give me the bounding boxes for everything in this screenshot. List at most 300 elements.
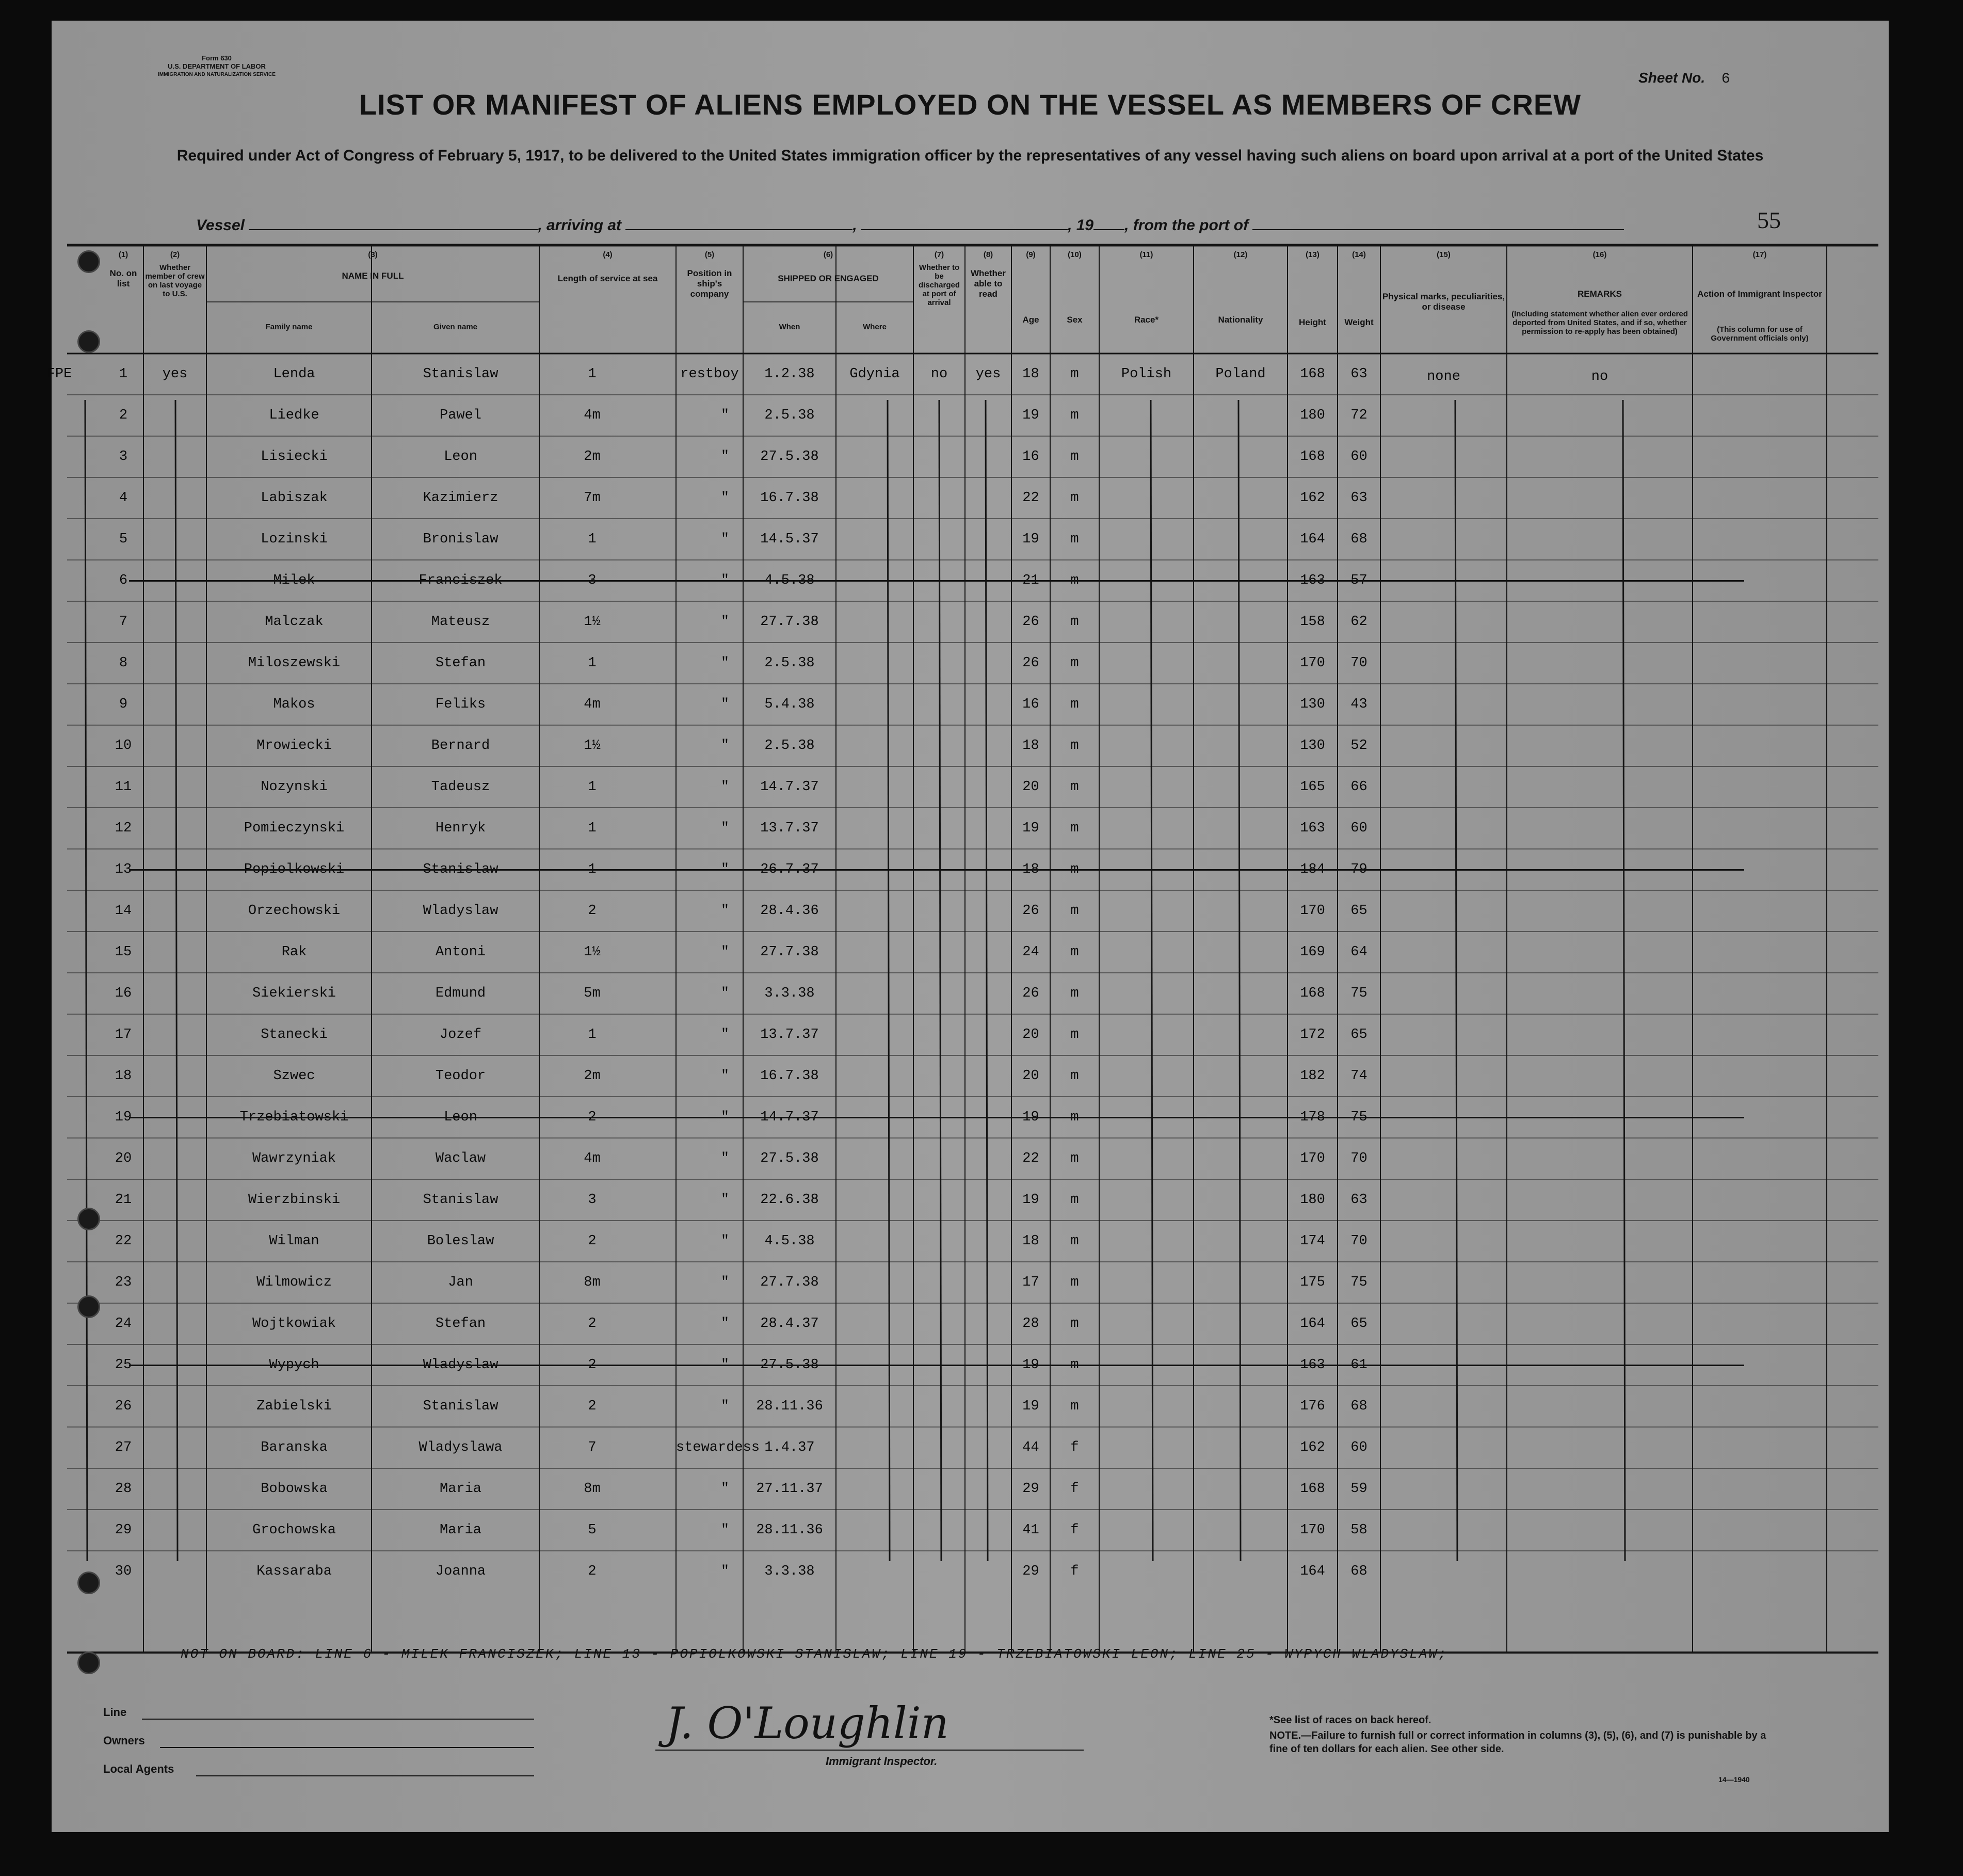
row-number: 3 xyxy=(119,449,128,464)
given-name: Stefan xyxy=(435,655,486,671)
column-header-c3b: Given name xyxy=(433,323,478,331)
given-name: Maria xyxy=(439,1522,481,1538)
position-ditto: " xyxy=(720,1564,730,1579)
column-header-c5: Position in ship's company xyxy=(687,268,732,299)
service-length: 7 xyxy=(588,1440,597,1455)
given-name: Wladyslaw xyxy=(423,903,498,919)
weight: 60 xyxy=(1350,1440,1367,1455)
height: 162 xyxy=(1300,1440,1325,1455)
age: 41 xyxy=(1022,1522,1039,1538)
footer-owners-label: Owners xyxy=(103,1734,145,1747)
given-name: Joanna xyxy=(435,1564,486,1579)
family-name: Wilman xyxy=(269,1233,319,1249)
row-number: 30 xyxy=(115,1564,132,1579)
family-name: Popiolkowski xyxy=(244,862,345,877)
shipped-date: 28.11.36 xyxy=(756,1522,823,1538)
family-name: Miloszewski xyxy=(248,655,341,671)
page-title: LIST OR MANIFEST OF ALIENS EMPLOYED ON THE VESSEL AS MEMBERS OF CREW xyxy=(359,88,1582,121)
weight: 75 xyxy=(1350,986,1367,1001)
service-length: 4m xyxy=(584,1151,601,1166)
given-name: Wladyslawa xyxy=(419,1440,503,1455)
position-ditto: " xyxy=(720,573,730,588)
sex: m xyxy=(1070,1027,1079,1043)
column-header-c11_num: (11) xyxy=(1139,250,1153,259)
service-length: 5 xyxy=(588,1522,597,1538)
weight: 60 xyxy=(1350,821,1367,836)
family-name: Milek xyxy=(273,573,315,588)
sex: m xyxy=(1070,821,1079,836)
shipped-date: 13.7.37 xyxy=(760,821,819,836)
service-name: IMMIGRATION AND NATURALIZATION SERVICE xyxy=(158,72,276,77)
family-name: Zabielski xyxy=(256,1399,332,1414)
age: 28 xyxy=(1022,1316,1039,1332)
arriving-label: arriving at xyxy=(546,217,622,234)
shipped-date: 13.7.37 xyxy=(760,1027,819,1043)
age: 21 xyxy=(1022,573,1039,588)
service-length: 2 xyxy=(588,1399,597,1414)
height: 170 xyxy=(1300,903,1325,919)
races-note: *See list of races on back hereof. xyxy=(1269,1714,1431,1726)
age: 24 xyxy=(1022,944,1039,960)
shipped-date: 14.7.37 xyxy=(760,1110,819,1125)
column-header-c4_num: (4) xyxy=(603,250,613,259)
given-name: Leon xyxy=(444,449,477,464)
age: 20 xyxy=(1022,1027,1039,1043)
height: 164 xyxy=(1300,532,1325,547)
row-number: 11 xyxy=(115,779,132,795)
position-ditto: " xyxy=(720,903,730,919)
position-ditto: " xyxy=(720,490,730,506)
service-length: 2 xyxy=(588,903,597,919)
family-name: Kassaraba xyxy=(256,1564,332,1579)
service-length: 1 xyxy=(588,779,597,795)
family-name: Lozinski xyxy=(261,532,328,547)
sex: f xyxy=(1070,1522,1079,1538)
shipped-date: 27.7.38 xyxy=(760,1275,819,1290)
column-header-c8: Whether able to read xyxy=(971,268,1006,299)
sex: m xyxy=(1070,1357,1079,1373)
sex: m xyxy=(1070,1399,1079,1414)
column-header-c14_num: (14) xyxy=(1352,250,1366,259)
height: 175 xyxy=(1300,1275,1325,1290)
age: 19 xyxy=(1022,1192,1039,1208)
service-length: 1 xyxy=(588,366,597,382)
given-name: Henryk xyxy=(435,821,486,836)
column-header-c2: Whether member of crew on last voyage to U.S. xyxy=(145,263,205,298)
column-header-c5_num: (5) xyxy=(704,250,715,259)
weight: 65 xyxy=(1350,1316,1367,1332)
service-length: 1 xyxy=(588,1027,597,1043)
age: 44 xyxy=(1022,1440,1039,1455)
age: 26 xyxy=(1022,655,1039,671)
shipped-date: 1.2.38 xyxy=(764,366,815,382)
shipped-date: 27.5.38 xyxy=(760,449,819,464)
age: 22 xyxy=(1022,1151,1039,1166)
shipped-date: 3.3.38 xyxy=(764,1564,815,1579)
shipped-date: 14.7.37 xyxy=(760,779,819,795)
position-ditto: " xyxy=(720,697,730,712)
age: 19 xyxy=(1022,1110,1039,1125)
height: 176 xyxy=(1300,1399,1325,1414)
service-length: 2 xyxy=(588,1564,597,1579)
row-number: 15 xyxy=(115,944,132,960)
age: 20 xyxy=(1022,779,1039,795)
row-number: 13 xyxy=(115,862,132,877)
row-number: 1 xyxy=(119,366,128,382)
shipped-date: 2.5.38 xyxy=(764,408,815,423)
sheet-number-label: Sheet No. xyxy=(1638,70,1705,86)
age: 20 xyxy=(1022,1068,1039,1084)
page-number: 55 xyxy=(1757,207,1781,233)
shipped-date: 5.4.38 xyxy=(764,697,815,712)
position-ditto: " xyxy=(720,1192,730,1208)
given-name: Stanislaw xyxy=(423,1399,498,1414)
given-name: Waclaw xyxy=(435,1151,486,1166)
service-length: 1 xyxy=(588,655,597,671)
sex: m xyxy=(1070,366,1079,382)
weight: 59 xyxy=(1350,1481,1367,1497)
binder-hole xyxy=(77,250,100,273)
given-name: Mateusz xyxy=(431,614,490,630)
service-length: 2m xyxy=(584,1068,601,1084)
service-length: 2 xyxy=(588,1233,597,1249)
position-ditto: " xyxy=(720,408,730,423)
weight: 70 xyxy=(1350,655,1367,671)
service-length: 2 xyxy=(588,1316,597,1332)
given-name: Boleslaw xyxy=(427,1233,494,1249)
age: 16 xyxy=(1022,449,1039,464)
height: 182 xyxy=(1300,1068,1325,1084)
from-port-label: from the port of xyxy=(1133,217,1249,234)
family-name: Rak xyxy=(281,944,307,960)
given-name: Tadeusz xyxy=(431,779,490,795)
weight: 75 xyxy=(1350,1275,1367,1290)
shipped-date: 3.3.38 xyxy=(764,986,815,1001)
weight: 75 xyxy=(1350,1110,1367,1125)
weight: 63 xyxy=(1350,490,1367,506)
age: 18 xyxy=(1022,862,1039,877)
given-name: Stanislaw xyxy=(423,1192,498,1208)
age: 19 xyxy=(1022,821,1039,836)
shipped-date: 16.7.38 xyxy=(760,1068,819,1084)
height: 172 xyxy=(1300,1027,1325,1043)
sex: m xyxy=(1070,1068,1079,1084)
weight: 68 xyxy=(1350,1564,1367,1579)
shipped-date: 27.7.38 xyxy=(760,614,819,630)
nationality: Poland xyxy=(1215,366,1266,382)
sheet-number-value: 6 xyxy=(1721,71,1730,87)
shipped-date: 28.4.36 xyxy=(760,903,819,919)
row-number: 14 xyxy=(115,903,132,919)
sex: m xyxy=(1070,655,1079,671)
position-ditto: " xyxy=(720,862,730,877)
sex: m xyxy=(1070,408,1079,423)
row-number: 9 xyxy=(119,697,128,712)
family-name: Liedke xyxy=(269,408,319,423)
column-header-c12_num: (12) xyxy=(1233,250,1248,259)
height: 174 xyxy=(1300,1233,1325,1249)
column-header-c7: Whether to be discharged at port of arrival xyxy=(918,263,960,307)
family-name: Mrowiecki xyxy=(256,738,332,753)
given-name: Wladyslaw xyxy=(423,1357,498,1373)
remarks: no xyxy=(1591,369,1608,384)
service-length: 8m xyxy=(584,1481,601,1497)
column-header-c3: NAME IN FULL xyxy=(342,271,404,281)
column-header-c6: SHIPPED OR ENGAGED xyxy=(778,274,879,283)
shipped-date: 4.5.38 xyxy=(764,1233,815,1249)
height: 178 xyxy=(1300,1110,1325,1125)
row-number: 10 xyxy=(115,738,132,753)
department-name: U.S. DEPARTMENT OF LABOR xyxy=(168,62,266,70)
given-name: Antoni xyxy=(435,944,486,960)
shipped-date: 27.11.37 xyxy=(756,1481,823,1497)
column-header-c9: Age xyxy=(1022,315,1039,325)
service-length: 1 xyxy=(588,821,597,836)
column-header-c13: Height xyxy=(1299,317,1326,327)
height: 169 xyxy=(1300,944,1325,960)
column-header-c2_num: (2) xyxy=(170,250,180,259)
shipped-date: 4.5.38 xyxy=(764,573,815,588)
weight: 72 xyxy=(1350,408,1367,423)
position-ditto: " xyxy=(720,1481,730,1497)
position-ditto: " xyxy=(720,1110,730,1125)
height: 170 xyxy=(1300,655,1325,671)
column-header-c7_num: (7) xyxy=(934,250,944,259)
weight: 64 xyxy=(1350,944,1367,960)
position-ditto: " xyxy=(720,532,730,547)
sex: m xyxy=(1070,1192,1079,1208)
position-ditto: " xyxy=(720,944,730,960)
column-header-c10_num: (10) xyxy=(1068,250,1082,259)
family-name: Wierzbinski xyxy=(248,1192,341,1208)
height: 184 xyxy=(1300,862,1325,877)
column-header-c17b: (This column for use of Government officials only) xyxy=(1711,325,1809,343)
form-number: Form 630 xyxy=(202,54,232,62)
column-header-c6_num: (6) xyxy=(823,250,833,259)
strike-through-line xyxy=(129,580,1744,582)
position-ditto: " xyxy=(720,779,730,795)
age: 18 xyxy=(1022,1233,1039,1249)
row-number: 20 xyxy=(115,1151,132,1166)
given-name: Stefan xyxy=(435,1316,486,1332)
sex: m xyxy=(1070,614,1079,630)
column-header-c14: Weight xyxy=(1344,317,1374,327)
weight: 70 xyxy=(1350,1233,1367,1249)
strike-through-line xyxy=(129,1365,1744,1366)
position: stewardess xyxy=(676,1440,760,1455)
inspector-signature: J. O'Loughlin xyxy=(666,1698,949,1749)
age: 26 xyxy=(1022,614,1039,630)
height: 170 xyxy=(1300,1151,1325,1166)
shipped-date: 26.7.37 xyxy=(760,862,819,877)
family-name: Baranska xyxy=(261,1440,328,1455)
column-header-c4: Length of service at sea xyxy=(557,274,658,283)
service-length: 1½ xyxy=(584,944,601,960)
age: 19 xyxy=(1022,1357,1039,1373)
row-number: 26 xyxy=(115,1399,132,1414)
row-number: 23 xyxy=(115,1275,132,1290)
sex: m xyxy=(1070,944,1079,960)
position-ditto: " xyxy=(720,614,730,630)
age: 18 xyxy=(1022,366,1039,382)
vessel-label: Vessel xyxy=(196,217,245,234)
row-number: 4 xyxy=(119,490,128,506)
shipped-date: 16.7.38 xyxy=(760,490,819,506)
given-name: Bronislaw xyxy=(423,532,498,547)
column-header-c17_num: (17) xyxy=(1752,250,1767,259)
sex: f xyxy=(1070,1481,1079,1497)
shipped-date: 27.5.38 xyxy=(760,1357,819,1373)
height: 158 xyxy=(1300,614,1325,630)
to-be-discharged: no xyxy=(930,366,948,382)
family-name: Wilmowicz xyxy=(256,1275,332,1290)
given-name: Franciszek xyxy=(419,573,503,588)
age: 26 xyxy=(1022,986,1039,1001)
position-ditto: " xyxy=(720,449,730,464)
service-length: 3 xyxy=(588,1192,597,1208)
strike-through-line xyxy=(129,869,1744,871)
weight: 57 xyxy=(1350,573,1367,588)
row-number: 21 xyxy=(115,1192,132,1208)
given-name: Edmund xyxy=(435,986,486,1001)
strike-through-line xyxy=(129,1117,1744,1118)
family-name: Orzechowski xyxy=(248,903,341,919)
height: 163 xyxy=(1300,821,1325,836)
position-ditto: " xyxy=(720,1027,730,1043)
row-number: 22 xyxy=(115,1233,132,1249)
position: restboy xyxy=(680,366,739,382)
family-name: Bobowska xyxy=(261,1481,328,1497)
row-number: 7 xyxy=(119,614,128,630)
age: 29 xyxy=(1022,1481,1039,1497)
weight: 65 xyxy=(1350,903,1367,919)
sex: m xyxy=(1070,697,1079,712)
given-name: Jan xyxy=(448,1275,473,1290)
sex: m xyxy=(1070,1316,1079,1332)
given-name: Stanislaw xyxy=(423,862,498,877)
subtitle: Required under Act of Congress of February 5, 1917, to be delivered to the United States immigration officer by the representatives of any vessel having such aliens on board upon arrival at a port of the United States xyxy=(176,147,1764,164)
height: 168 xyxy=(1300,986,1325,1001)
able-to-read: yes xyxy=(975,366,1001,382)
sex: m xyxy=(1070,779,1079,795)
service-length: 1 xyxy=(588,862,597,877)
weight: 68 xyxy=(1350,532,1367,547)
service-length: 8m xyxy=(584,1275,601,1290)
age: 16 xyxy=(1022,697,1039,712)
height: 165 xyxy=(1300,779,1325,795)
service-length: 7m xyxy=(584,490,601,506)
shipped-date: 28.11.36 xyxy=(756,1399,823,1414)
service-length: 1½ xyxy=(584,738,601,753)
family-name: Wojtkowiak xyxy=(252,1316,336,1332)
shipped-date: 2.5.38 xyxy=(764,738,815,753)
family-name: Wypych xyxy=(269,1357,319,1373)
binder-hole xyxy=(77,1651,100,1674)
column-header-c11: Race* xyxy=(1134,315,1159,325)
age: 19 xyxy=(1022,408,1039,423)
column-header-c16b: (Including statement whether alien ever ordered deported from United States, and if so, whether permission to re-apply has been obtained) xyxy=(1511,310,1688,336)
row-number: 5 xyxy=(119,532,128,547)
age: 29 xyxy=(1022,1564,1039,1579)
shipped-date: 14.5.37 xyxy=(760,532,819,547)
sex: m xyxy=(1070,532,1079,547)
family-name: Wawrzyniak xyxy=(252,1151,336,1166)
family-name: Siekierski xyxy=(252,986,336,1001)
age: 19 xyxy=(1022,1399,1039,1414)
sex: m xyxy=(1070,903,1079,919)
family-name: Grochowska xyxy=(252,1522,336,1538)
age: 26 xyxy=(1022,903,1039,919)
row-number: 12 xyxy=(115,821,132,836)
physical-marks: none xyxy=(1427,369,1460,384)
row-number: 19 xyxy=(115,1110,132,1125)
family-name: Szwec xyxy=(273,1068,315,1084)
sex: m xyxy=(1070,986,1079,1001)
not-on-board-note: NOT ON BOARD: LINE 6 - MILEK FRANCISZEK; LINE 13 - POPIOLKOWSKI STANISLAW; LINE 19 - TRZEBIATOWSKI LEON; LINE 25 - WYPYCH WLADYSLAW; xyxy=(181,1646,1448,1662)
shipped-date: 28.4.37 xyxy=(760,1316,819,1332)
height: 180 xyxy=(1300,408,1325,423)
row-number: 24 xyxy=(115,1316,132,1332)
column-header-c1_num: (1) xyxy=(118,250,128,259)
form-code: 14—1940 xyxy=(1718,1775,1750,1784)
weight: 61 xyxy=(1350,1357,1367,1373)
weight: 79 xyxy=(1350,862,1367,877)
position-ditto: " xyxy=(720,821,730,836)
binder-hole xyxy=(77,1208,100,1230)
height: 163 xyxy=(1300,1357,1325,1373)
year-prefix: 19 xyxy=(1076,217,1094,234)
weight: 43 xyxy=(1350,697,1367,712)
family-name: Lisiecki xyxy=(261,449,328,464)
family-name: Pomieczynski xyxy=(244,821,345,836)
service-length: 1 xyxy=(588,532,597,547)
sex: m xyxy=(1070,1110,1079,1125)
given-name: Maria xyxy=(439,1481,481,1497)
row-number: 28 xyxy=(115,1481,132,1497)
sex: m xyxy=(1070,1233,1079,1249)
sex: m xyxy=(1070,862,1079,877)
height: 164 xyxy=(1300,1564,1325,1579)
given-name: Feliks xyxy=(435,697,486,712)
family-name: Labiszak xyxy=(261,490,328,506)
given-name: Leon xyxy=(444,1110,477,1125)
shipped-date: 27.5.38 xyxy=(760,1151,819,1166)
given-name: Kazimierz xyxy=(423,490,498,506)
sex: f xyxy=(1070,1564,1079,1579)
row-number: 8 xyxy=(119,655,128,671)
shipped-date: 27.7.38 xyxy=(760,944,819,960)
weight: 68 xyxy=(1350,1399,1367,1414)
margin-mark: FPE xyxy=(46,366,72,382)
service-length: 2 xyxy=(588,1357,597,1373)
height: 130 xyxy=(1300,738,1325,753)
column-header-c1: No. on list xyxy=(109,268,137,288)
column-header-c9_num: (9) xyxy=(1026,250,1036,259)
family-name: Malczak xyxy=(265,614,324,630)
shipped-where: Gdynia xyxy=(849,366,900,382)
inspector-label: Immigrant Inspector. xyxy=(826,1755,938,1768)
position-ditto: " xyxy=(720,655,730,671)
height: 163 xyxy=(1300,573,1325,588)
age: 22 xyxy=(1022,490,1039,506)
shipped-date: 1.4.37 xyxy=(764,1440,815,1455)
position-ditto: " xyxy=(720,1068,730,1084)
sex: m xyxy=(1070,490,1079,506)
footer-line-label: Line xyxy=(103,1706,127,1719)
weight: 63 xyxy=(1350,1192,1367,1208)
service-length: 1½ xyxy=(584,614,601,630)
weight: 52 xyxy=(1350,738,1367,753)
